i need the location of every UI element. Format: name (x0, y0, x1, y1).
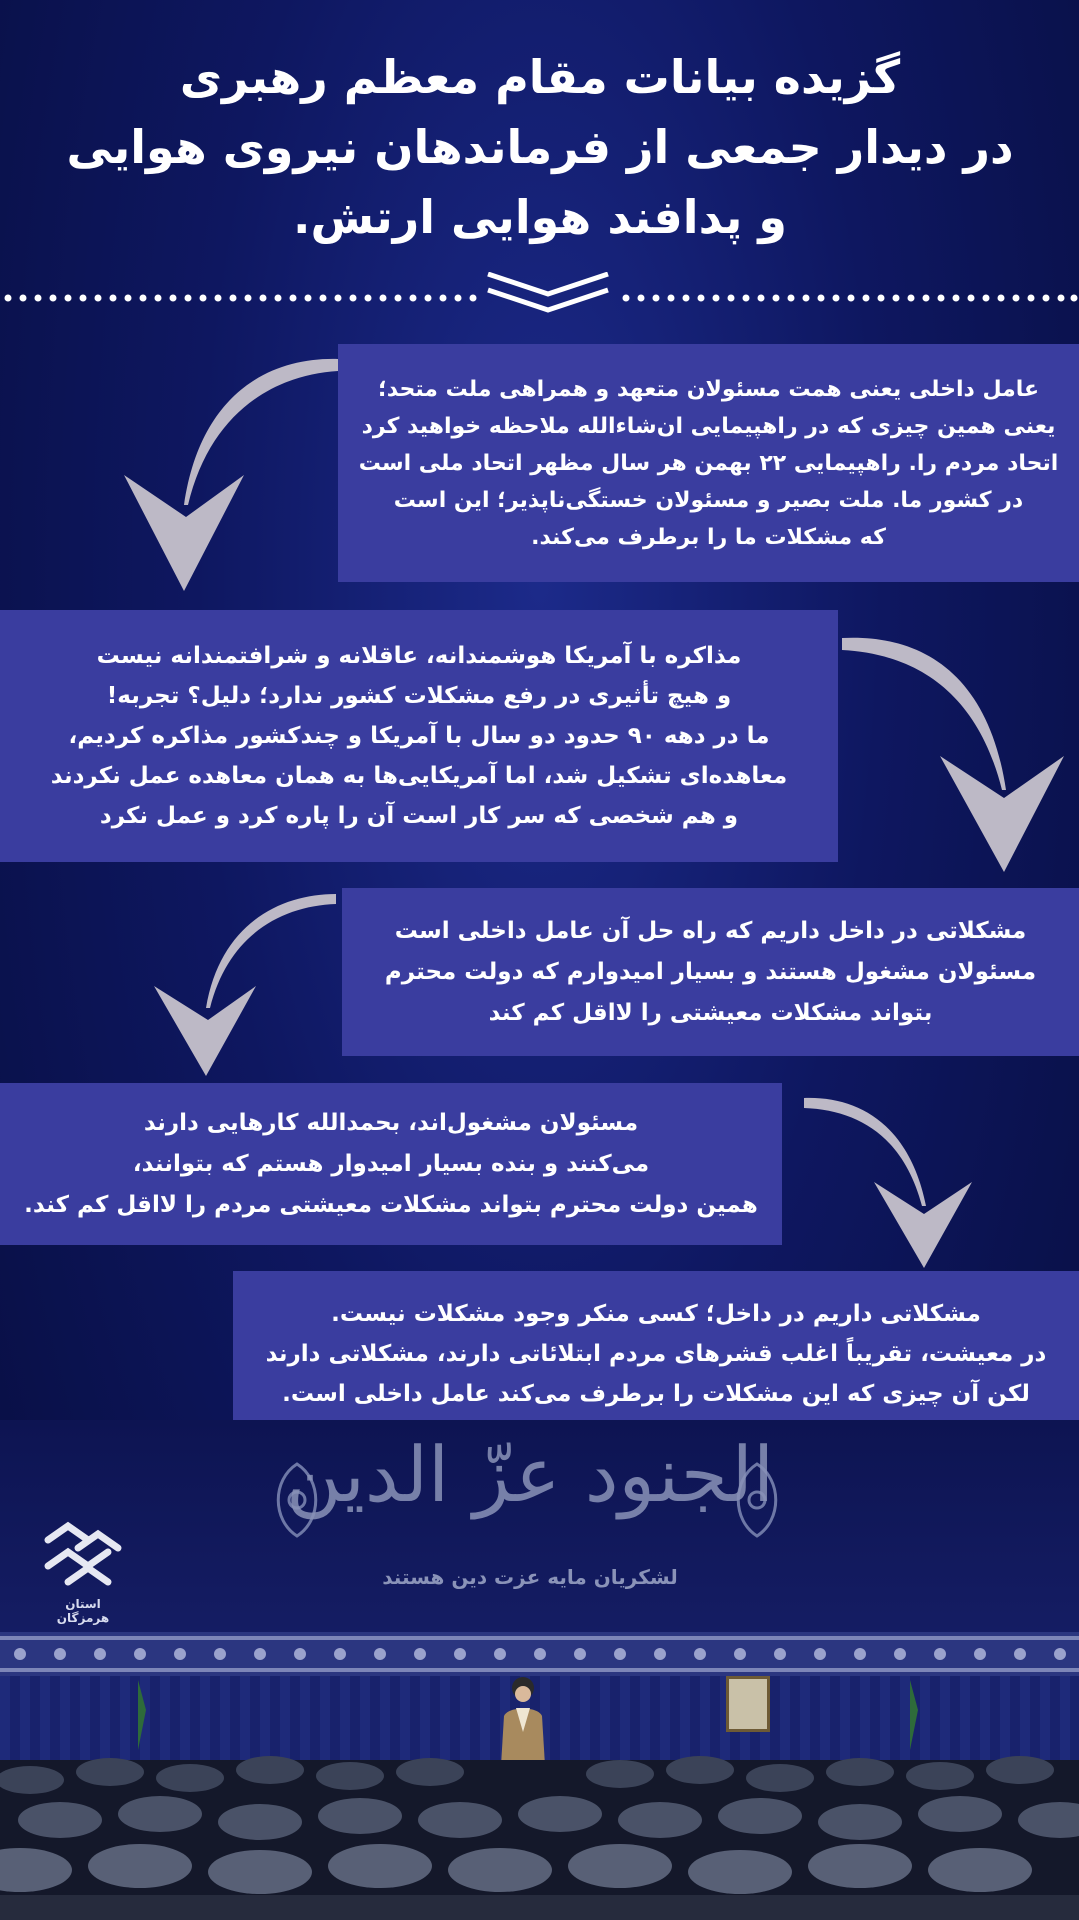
calligraphy-banner: الجنود عزّ الدین (285, 1430, 775, 1519)
quote-line: لکن آن چیزی که این مشکلات را برطرف می‌کند عامل داخلی است. (282, 1380, 1030, 1407)
logo-label: استان هرمزگان (56, 1597, 110, 1625)
quote-line: در معیشت، تقریباً اغلب قشرهای مردم ابتلائاتی دارند، مشکلاتی دارند (265, 1340, 1047, 1367)
quote-line: که مشکلات ما را برطرف می‌کند. (531, 524, 886, 550)
officers-crowd (0, 1720, 1079, 1920)
quote-line: ما در دهه ۹۰ حدود دو سال با آمریکا و چندکشور مذاکره کردیم، (68, 723, 770, 749)
curved-arrow-icon (150, 890, 340, 1080)
calligraphy-caption: لشکریان مایه عزت دین هستند (382, 1565, 678, 1589)
quote-box-5 (233, 1271, 1079, 1436)
quote-line: عامل داخلی یعنی همت مسئولان متعهد و همراهی ملت متحد؛ (377, 376, 1040, 402)
title-line-2: در دیدار جمعی از فرماندهان نیروی هوایی (66, 120, 1014, 174)
quote-line: یعنی همین چیزی که در راهپیمایی ان‌شاءالله ملاحظه خواهید کرد (361, 413, 1056, 439)
page-title (40, 42, 1040, 252)
dotted-divider (0, 272, 1079, 332)
quote-box-4 (0, 1083, 782, 1245)
divider-dots-left (5, 295, 477, 302)
divider-dots-right (623, 295, 1078, 302)
decorative-band (0, 1632, 1079, 1676)
quote-line: در کشور ما. ملت بصیر و مسئولان خستگی‌ناپذیر؛ این است (393, 487, 1024, 513)
chevron-down-icon (488, 274, 608, 310)
quote-line: مسئولان مشغول‌اند، بحمدالله کارهایی دارند (143, 1109, 639, 1136)
quote-line: اتحاد مردم را. راهپیمایی ۲۲ بهمن هر سال مظهر اتحاد ملی است (358, 450, 1059, 476)
curved-arrow-icon (800, 1090, 975, 1270)
quote-line: مسئولان مشغول هستند و بسیار امیدوارم که دولت محترم (384, 958, 1037, 985)
quote-line: و هیچ تأثیری در رفع مشکلات کشور ندارد؛ دلیل؟ تجربه! (106, 683, 732, 709)
quote-line: بتواند مشکلات معیشتی را لااقل کم کند (488, 999, 933, 1026)
quote-box-1 (338, 344, 1079, 582)
title-line-3: و پدافند هوایی ارتش. (292, 190, 788, 244)
quote-line: و هم شخصی که سر کار است آن را پاره کرد و عمل نکرد (99, 803, 739, 829)
curved-arrow-icon (118, 355, 343, 595)
quote-line: مشکلاتی در داخل داریم که راه حل آن عامل داخلی است (394, 917, 1027, 944)
quote-line: همین دولت محترم بتواند مشکلات معیشتی مردم را لااقل کم کند. (24, 1191, 758, 1218)
quote-line: مذاکره با آمریکا هوشمندانه، عاقلانه و شرافتمندانه نیست (96, 643, 742, 669)
quote-line: معاهده‌ای تشکیل شد، اما آمریکایی‌ها به همان معاهده عمل نکردند (50, 763, 788, 789)
quote-box-3 (342, 888, 1079, 1056)
hormozgan-logo-icon (38, 1520, 128, 1596)
quote-line: می‌کنند و بنده بسیار امیدوار هستم که بتوانند، (132, 1150, 650, 1177)
curved-arrow-icon (838, 630, 1068, 875)
quote-box-2 (0, 610, 838, 862)
quote-line: مشکلاتی داریم در داخل؛ کسی منکر وجود مشکلات نیست. (331, 1300, 981, 1327)
title-line-1: گزیده بیانات مقام معظم رهبری (179, 50, 901, 104)
